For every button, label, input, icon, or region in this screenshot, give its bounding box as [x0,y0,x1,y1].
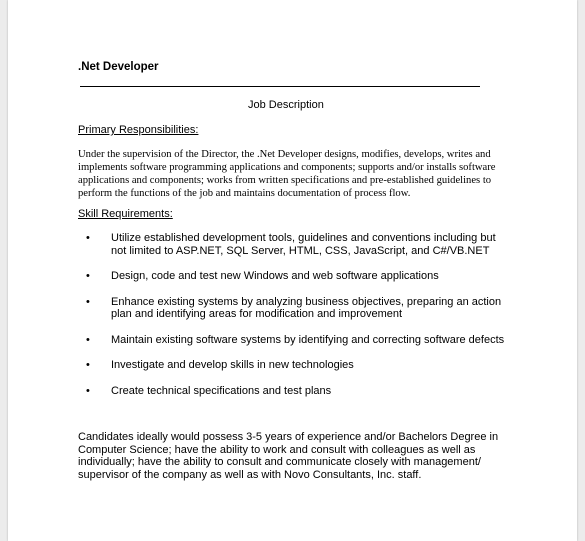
skill-item [78,334,508,347]
bullet-icon: • [86,359,90,371]
skill-item-text: Design, code and test new Windows and web software applications [111,270,439,282]
skill-item-text: Create technical specifications and test plans [111,384,332,397]
skill-item [78,296,508,321]
skill-item-text: Maintain existing software systems by identifying and correcting software defects [111,333,505,346]
skill-item-text: Investigate and develop skills in new technologies [111,359,354,371]
skill-item-text: Utilize established development tools, guidelines and conventions including but not limited to ASP.NET, SQL Server, HTML, CSS, JavaScript, and C#/VB.NET [111,232,496,257]
bullet-icon: • [86,270,90,282]
skill-item [78,270,508,283]
bullet-icon: • [86,333,90,346]
closing-paragraph: Candidates ideally would possess 3-5 years of experience and/or Bachelors Degree in Computer Science; have the ability to work and consult with colleagues as well as individually; have the ability to consult and communicate closely with management/ supervisor of the company as well as with Novo Consultants, Inc. staff. [78,431,499,481]
title-divider [80,86,480,87]
bullet-icon: • [86,232,90,244]
skill-requirements-heading: Skill Requirements: [78,208,173,220]
bullet-icon: • [86,384,90,397]
document-title: .Net Developer [78,61,159,73]
skill-item [78,385,508,398]
skill-item [78,359,508,372]
skill-item [78,232,508,257]
skill-requirements-list [78,232,508,410]
primary-responsibilities-heading: Primary Responsibilities: [78,124,199,136]
document-page [8,0,577,541]
skill-item-text: Enhance existing systems by analyzing business objectives, preparing an action plan and identifying areas for modification and improvement [111,295,502,320]
responsibilities-paragraph: Under the supervision of the Director, the .Net Developer designs, modifies, develops, writes and implements software programming applications and components; supports and/or installs software applications and components; works from written specifications and pre-established guidelines to perform the functions of the job and maintains documentation of process flow. [78,149,496,199]
bullet-icon: • [86,295,90,308]
job-description-heading: Job Description [248,99,324,111]
